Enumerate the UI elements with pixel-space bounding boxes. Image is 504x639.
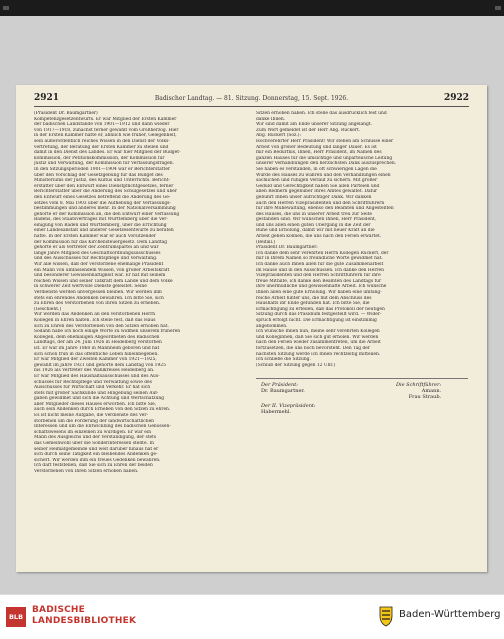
text-line: Ich danke auch Ihnen allen für die gute Zusammenarbeit: [256, 262, 384, 268]
text-line: (Schluß der Sitzung gegen 12 Uhr.): [256, 362, 336, 368]
text-line: Ministeriums der Justiz, des Kultus und Unterrichts. Bericht-: [34, 178, 170, 184]
text-line: Er war Mitglied des Haushaltsausschusses und des Aus-: [34, 373, 160, 379]
text-line: nach den Ferien wieder zusammentreten, um die Arbeit: [256, 340, 381, 346]
right-page-number: 2922: [443, 93, 469, 103]
president-title: Der Präsident:: [261, 382, 298, 388]
vice-president-signature: [261, 403, 316, 415]
text-line: reichen Wissen und seiner Tatkraft dem Lande und dem Volke: [34, 278, 173, 284]
text-line: in schwerer Zeit wertvolle Dienste geleistet. Seine: [34, 284, 147, 290]
text-line: Zum Wort gemeldet ist der Herr Abg. Rückert.: [256, 127, 361, 133]
text-line: Justiz und Verwaltung, der Kommission für Verfassungsfragen.: [34, 161, 174, 167]
text-line: gehörte er als Vertreter der Zentrumspartei an und war: [34, 245, 159, 251]
text-line: Badens, des Staatsvertrages mit Württemberg über die Ver-: [34, 217, 168, 223]
text-line: Er war Mitglied der Zweiten Kammer von 1921—1925,: [34, 357, 157, 363]
text-line: und Kolleginnen, daß Sie sich gut erholen. Wir werden: [256, 334, 379, 340]
state-crest-icon: [378, 605, 394, 627]
text-line: Abg. Rückert (Soz.):: [256, 133, 301, 139]
text-line: stets ein ehrendes Andenken bewahren. Ich bitte Sie, sich: [34, 295, 164, 301]
footer-bar: [0, 594, 504, 639]
text-line: nächsten Sitzung werde ich Ihnen rechtzeitig mitteilen.: [256, 351, 381, 357]
blb-logo-icon[interactable]: BLB: [6, 607, 26, 627]
text-line: (Geschieht.): [34, 306, 62, 312]
vice-president-title: Der II. Vizepräsident:: [261, 403, 316, 409]
text-line: Vizepräsidenten und den Herren Schriftführern für ihre: [256, 273, 381, 279]
text-line: Sie haben es verstanden, in oft schwierigen Lagen die: [256, 166, 377, 172]
text-line: storbenen um die Förderung der landwirtschaftlichen: [34, 418, 154, 424]
viewer-top-bar: [0, 0, 504, 16]
text-line: spruch erfolgt nicht. Die Ermächtigung ist einstimmig: [256, 317, 377, 323]
secretaries-title: Die Schriftführer:: [396, 382, 442, 388]
text-line: lange Jahre Mitglied des Geschäftsordnungsausschusses: [34, 250, 161, 256]
text-line: auch den Herren Vizepräsidenten und den Schriftführern: [256, 200, 385, 206]
text-line: In den Sitzungsperioden 1901—1904 war er Berichterstatter: [34, 166, 171, 172]
text-line: Würde des Hauses zu wahren und den Verhandlungen einen: [256, 172, 391, 178]
text-line: sich durch seine Tätigkeit ein bleibendes Andenken ge-: [34, 452, 158, 458]
text-line: ist. Er war im Jahre 1868 in Mannheim geboren und hat: [34, 345, 160, 351]
scanned-page: [16, 85, 487, 572]
text-line: des Hauses, die uns in unserer Arbeit treu zur Seite: [256, 211, 373, 217]
text-line: Ihnen allen eine gute Erholung. Wir haben eine umfang-: [256, 290, 382, 295]
text-line: Kollegen, dem ehemaligen Abgeordneten des Badischen: [34, 334, 160, 340]
state-name[interactable]: Baden-Württemberg: [399, 609, 501, 620]
library-name-line1: BADISCHE: [32, 605, 86, 615]
text-line: gebührt Ihnen unser aufrichtiger Dank. Wir danken: [256, 194, 372, 200]
right-text-column: [256, 111, 468, 368]
text-line: Verdienste werden unvergessen bleiben. Wir werden ihm: [34, 290, 162, 295]
text-line: gewählt im Jahre 1921 und gehörte dem Landtag von 1925: [34, 362, 166, 368]
library-name-line2: LANDESBIBLIOTHEK: [32, 616, 137, 626]
header-rule: [34, 106, 469, 107]
text-line: aller Mitglieder dieses Hauses erworben. Ich bitte Sie,: [34, 401, 157, 407]
text-line: einigung von Baden und Württemberg, über die Errichtung: [34, 222, 167, 228]
text-line: schusses für Rechtspflege und Verwaltung sowie des: [34, 379, 152, 385]
text-line: Geduld und Gerechtigkeit haben Sie allen Parteien und: [256, 183, 380, 189]
text-line: bestimmungen und anderes mehr. In der Nationalversammlung: [34, 206, 176, 212]
page-header: [34, 93, 469, 105]
text-line: stets mit großer Sachkunde und Hingebung seinen Auf-: [34, 390, 159, 396]
vice-president-name: Habermehl.: [261, 409, 291, 416]
text-line: mir in Ihrem Namen so freundliche Worte gewidmet hat.: [256, 256, 383, 262]
text-line: allen Rednern gegenüber Ihres Amtes gewaltet. Dafür: [256, 189, 378, 195]
text-line: Sitzung durch das Präsidium festgestellt wird. — Wider-: [256, 312, 382, 318]
text-line: reiche Arbeit hinter uns, die mit dem Abschluss des: [256, 295, 372, 301]
text-line: Interessen und um die Entwicklung des badischen Genossen-: [34, 424, 171, 430]
text-line: einer Landesanstalt und anderer Gesetzesentwürfe zu beraten: [34, 228, 174, 234]
text-line: Präsident Dr. Baumgartner:: [256, 245, 318, 251]
text-line: vertretung, der Beratung der Ersten Kammer zu stellen und: [34, 144, 169, 150]
text-line: danke Ihnen.: [256, 116, 286, 122]
text-line: Arbeit gehen können, die uns nach den Ferien erwartet.: [256, 234, 382, 240]
text-line: treue Mithilfe, ich danke den Beamten des Landtags für: [256, 278, 382, 284]
text-line: und uns allen einen guten Übergang in die Zeit der: [256, 222, 371, 228]
text-line: sichert. Wir werden ihm ein treues Gedenken bewahren.: [34, 457, 161, 463]
secretary-name: Frau Straub.: [408, 394, 442, 401]
text-line: und besonderer Gewissenhaftigkeit war. Er hat mit seinem: [34, 273, 166, 279]
text-line: Kollegen in Ehren halten. Ich stelle fest, daß das Haus: [34, 317, 156, 323]
text-line: der Kommission für das Kirchensteuergesetz. Dem Landtag: [34, 239, 168, 245]
text-line: sich schon früh in das öffentliche Leben hineinbegeben.: [34, 351, 159, 357]
left-page-number: 2921: [34, 93, 60, 103]
library-name[interactable]: [32, 605, 136, 627]
text-line: gestanden sind. Wir wünschen Ihnen, Herr Präsident,: [256, 217, 377, 223]
text-line: Ermächtigung zu erteilen, daß das Protokoll der heutigen: [256, 306, 385, 312]
text-line: Sitzen erhoben haben. Ich stelle das ausdrücklich fest und: [256, 111, 387, 116]
text-line: setzes vom 8. Mai 1903 über die Aufhebung der Verfassungs-: [34, 200, 171, 206]
text-line: Verstorbenen von Ihren Sitzen erhoben haben.: [34, 469, 139, 474]
text-line: angenommen.: [256, 323, 288, 329]
text-line: im Hause und in den Ausschüssen. Ich danke den Herren: [256, 267, 384, 273]
text-line: das Gemeinwohl über die Sonderinteressen stellte. In: [34, 441, 154, 447]
text-line: Berichterstatter über die Änderung des Schulgesetzes und über: [34, 189, 178, 195]
text-line: in der Ersten Kammer hatte er, ähnlich wie früher, Gelegenheit,: [34, 133, 177, 139]
text-line: Ruhe und Erholung, damit wir mit neuer Kraft an die: [256, 228, 375, 234]
text-line: sein außerordentlich reiches Wissen in den Dienst der Volks-: [34, 138, 170, 144]
text-line: Ich wünsche Ihnen nun, meine sehr verehrten Kollegen: [256, 329, 380, 335]
text-line: Ich darf feststellen, daß Sie sich zu Ehren der beiden: [34, 463, 153, 469]
text-line: für ihre Mühewaltung, ebenso den Beamten und Angestellten: [256, 206, 394, 212]
corner-mark: [495, 6, 501, 10]
text-line: unserer Verhandlungen den herzlichsten Dank auszusprechen.: [256, 161, 397, 167]
text-line: (Beifall.): [256, 239, 276, 245]
text-line: Arbeit von großer Bedeutung und langer Dauer. Es ist: [256, 144, 377, 150]
text-line: Mann des Ausgleichs und der Verständigung, der stets: [34, 435, 157, 441]
text-line: gehörte er der Kommission an, die den Entwurf einer Verfassung: [34, 211, 180, 217]
text-line: Hochverehrter Herr Präsident! Wir stehen am Schlusse einer: [256, 138, 394, 144]
text-line: gaben gewidmet und sich die Achtung und Wertschätzung: [34, 396, 165, 402]
text-line: Ich schließe die Sitzung.: [256, 357, 311, 363]
text-line: und des Ausschusses für Rechtspflege und Verwaltung.: [34, 256, 158, 262]
text-line: damit in den Dienst des Landes. Er war hier Mitglied der Budget-: [34, 150, 181, 156]
text-line: den Entwurf eines Gesetzes betreffend die Änderung des Ge-: [34, 194, 171, 200]
text-line: erstatter über den Entwurf eines Dienstpflichtgesetzes, ferner: [34, 183, 174, 189]
text-line: fortzusetzen, die uns noch bevorsteht. Den Tag der: [256, 345, 370, 351]
text-line: auch sein Andenken durch Erheben von den Sitzen zu ehren.: [34, 407, 171, 413]
corner-mark: [3, 6, 9, 10]
text-line: Es ist nicht meine Aufgabe, die Verdienste des Ver-: [34, 413, 148, 419]
text-line: mir ein Bedürfnis, Ihnen, Herr Präsident, im Namen des: [256, 150, 382, 156]
text-line: (Präsident Dr. Baumgartner): [34, 111, 98, 116]
text-line: Wir werden das Andenken an den verstorbenen Herrn: [34, 312, 156, 318]
secretaries-signature: [396, 382, 441, 401]
text-line: zu Ehren des Verstorbenen von Ihren Sitzen zu erheben.: [34, 301, 161, 307]
president-name: Dr. Baumgartner.: [261, 388, 305, 395]
text-line: Landtags, der am 24. Juni 1926 in Heidelberg verstorben: [34, 340, 162, 346]
text-line: Ausschusses für Wirtschaft und Verkehr. Er hat sich: [34, 385, 151, 391]
text-line: ganzen Hauses für die umsichtige und unparteiische Leitung: [256, 155, 393, 161]
text-line: hatte. In der Ersten Kammer war er auch Vorsitzender: [34, 234, 156, 240]
text-line: sich zu Ehren des Verstorbenen von den Sitzen erhoben hat.: [34, 323, 169, 329]
page-title: Badischer Landtag. — 81. Sitzung. Donnerstag, 15. Sept. 1926.: [154, 95, 349, 102]
text-line: ein Mann von umfassendem Wissen, von großer Arbeitskraft: [34, 267, 170, 273]
text-line: seiner Heimatgemeinde und weit darüber hinaus hat er: [34, 446, 159, 452]
text-line: sachlichen und ruhigen Verlauf zu sichern. Mit großer: [256, 178, 378, 184]
signature-rule: [256, 378, 468, 379]
text-line: Kompetenzgesetzentwurfs. Er war Mitglied der Ersten Kammer: [34, 116, 177, 122]
text-line: bis 1926 als Vertreter des Wahlkreises Heidelberg an.: [34, 368, 155, 374]
text-line: Haushalts ihr Ende gefunden hat. Ich bitte Sie, die: [256, 301, 370, 307]
secretary-name: Amann.: [421, 388, 442, 395]
text-line: von 1917—1918, zunächst ferner gewählt vom Großherzog. Hier: [34, 127, 179, 133]
text-line: Ich danke dem sehr verehrten Herrn Kollegen Rückert, der: [256, 250, 389, 256]
text-line: der badischen Landstände von 1901—1912 und dann wieder: [34, 122, 170, 128]
president-signature: [261, 382, 305, 394]
text-line: kommission, der Petitionskommission, der Kommission für: [34, 155, 165, 161]
text-line: Wir sind damit am Ende unserer Sitzung angelangt.: [256, 122, 372, 128]
text-line: über den Vorschlag der Gesetzgebung für das Budget des: [34, 172, 163, 178]
text-line: schaftswesens im einzelnen zu würdigen. Er war ein: [34, 429, 152, 435]
left-text-column: [34, 111, 246, 475]
text-line: Sodann habe ich noch einige Worte zu widmen unserem früheren: [34, 329, 181, 335]
text-line: Wir alle wissen, daß der verstorbene ehemalige Präsident: [34, 262, 164, 268]
text-line: ihre unermüdliche und gewissenhafte Arbeit. Ich wünsche: [256, 284, 387, 290]
